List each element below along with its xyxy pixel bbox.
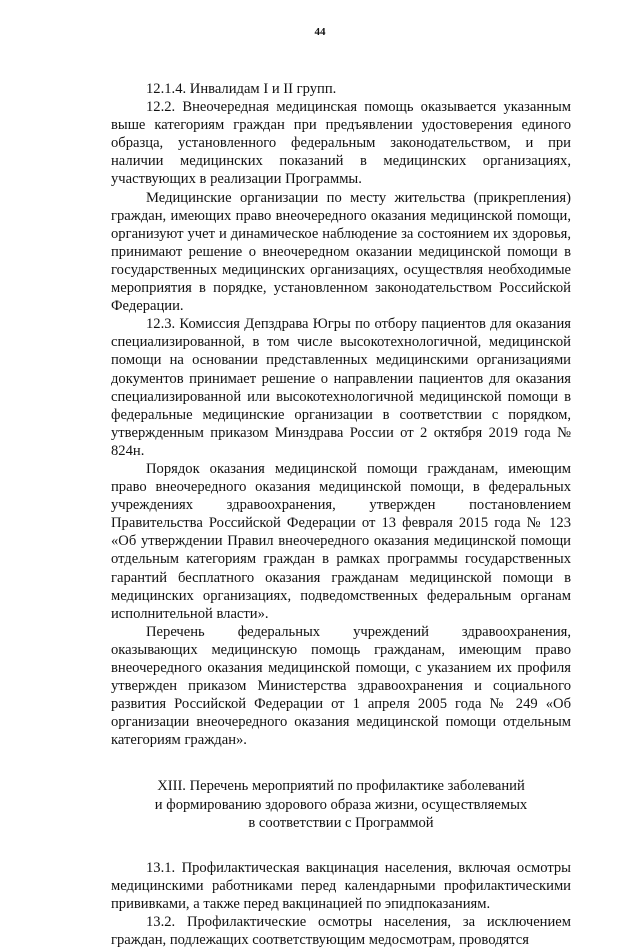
section-heading-line-3: в соответствии с Программой <box>248 814 434 831</box>
paragraph-13-1: 13.1. Профилактическая вакцинация населения, включая осмотры медицинскими работниками перед календарными профилактическими прививками, а также перед вакцинацией по эпидпоказаниям. <box>111 859 571 912</box>
paragraph-procedure: Порядок оказания медицинской помощи гражданам, имеющим право внеочередного оказания медицинской помощи, в федеральных учреждениях здравоохранения, утвержден постановлением Правительства Российской Федерации от 13 февраля 2015 года № 123 «Об утверждении Правил внеочередного оказания медицинской помощи отдельным категориям граждан в рамках программы государственных гарантий бесплатного оказания гражданам медицинской помощи в медицинских организациях, подведомственных федеральным органам исполнительной власти». <box>111 460 571 622</box>
paragraph-federal-list: Перечень федеральных учреждений здравоохранения, оказывающих медицинскую помощь гражданам, имеющим право внеочередного оказания медицинской помощи, с указанием их профиля утвержден приказом Министерства здравоохранения и социального развития Российской Федерации от 1 апреля 2005 года № 249 «Об организации внеочередного оказания медицинской помощи отдельным категориям граждан». <box>111 623 571 749</box>
section-heading <box>111 777 571 831</box>
paragraph-12-2: 12.2. Внеочередная медицинская помощь оказывается указанным выше категориям граждан при предъявлении удостоверения единого образца, установленного федеральным законодательством, и при наличии медицинских показаний в медицинских организациях, участвующих в реализации Программы. <box>111 99 571 188</box>
section-heading-line-2: и формированию здорового образа жизни, осуществляемых <box>154 796 528 813</box>
paragraph-medical-organizations: Медицинские организации по месту жительства (прикрепления) граждан, имеющих право внеочередного оказания медицинской помощи, организуют учет и динамическое наблюдение за состоянием их здоровья, принимают решение о внеочередном оказании медицинской помощи в государственных медицинских организациях, осуществляя необходимые мероприятия в порядке, установленном законодательством Российской Федерации. <box>111 189 571 315</box>
document-body <box>111 80 571 949</box>
paragraph-12-1-4: 12.1.4. Инвалидам I и II групп. <box>146 81 337 97</box>
page-number: 44 <box>314 26 326 38</box>
paragraph-12-3: 12.3. Комиссия Депздрава Югры по отбору пациентов для оказания специализированной, в том числе высокотехнологичной, медицинской помощи на основании представленных медицинскими организациями документов принимает решение о направлении пациентов для оказания специализированной или высокотехнологичной медицинской помощи в федеральные медицинские организации в соответствии с порядком, утвержденным приказом Минздрава России от 2 октября 2019 года № 824н. <box>111 316 571 459</box>
paragraph-13-2: 13.2. Профилактические осмотры населения, за исключением граждан, подлежащих соответствующим медосмотрам, проводятся <box>111 914 571 949</box>
section-heading-line-1: XIII. Перечень мероприятий по профилактике заболеваний <box>157 778 525 795</box>
